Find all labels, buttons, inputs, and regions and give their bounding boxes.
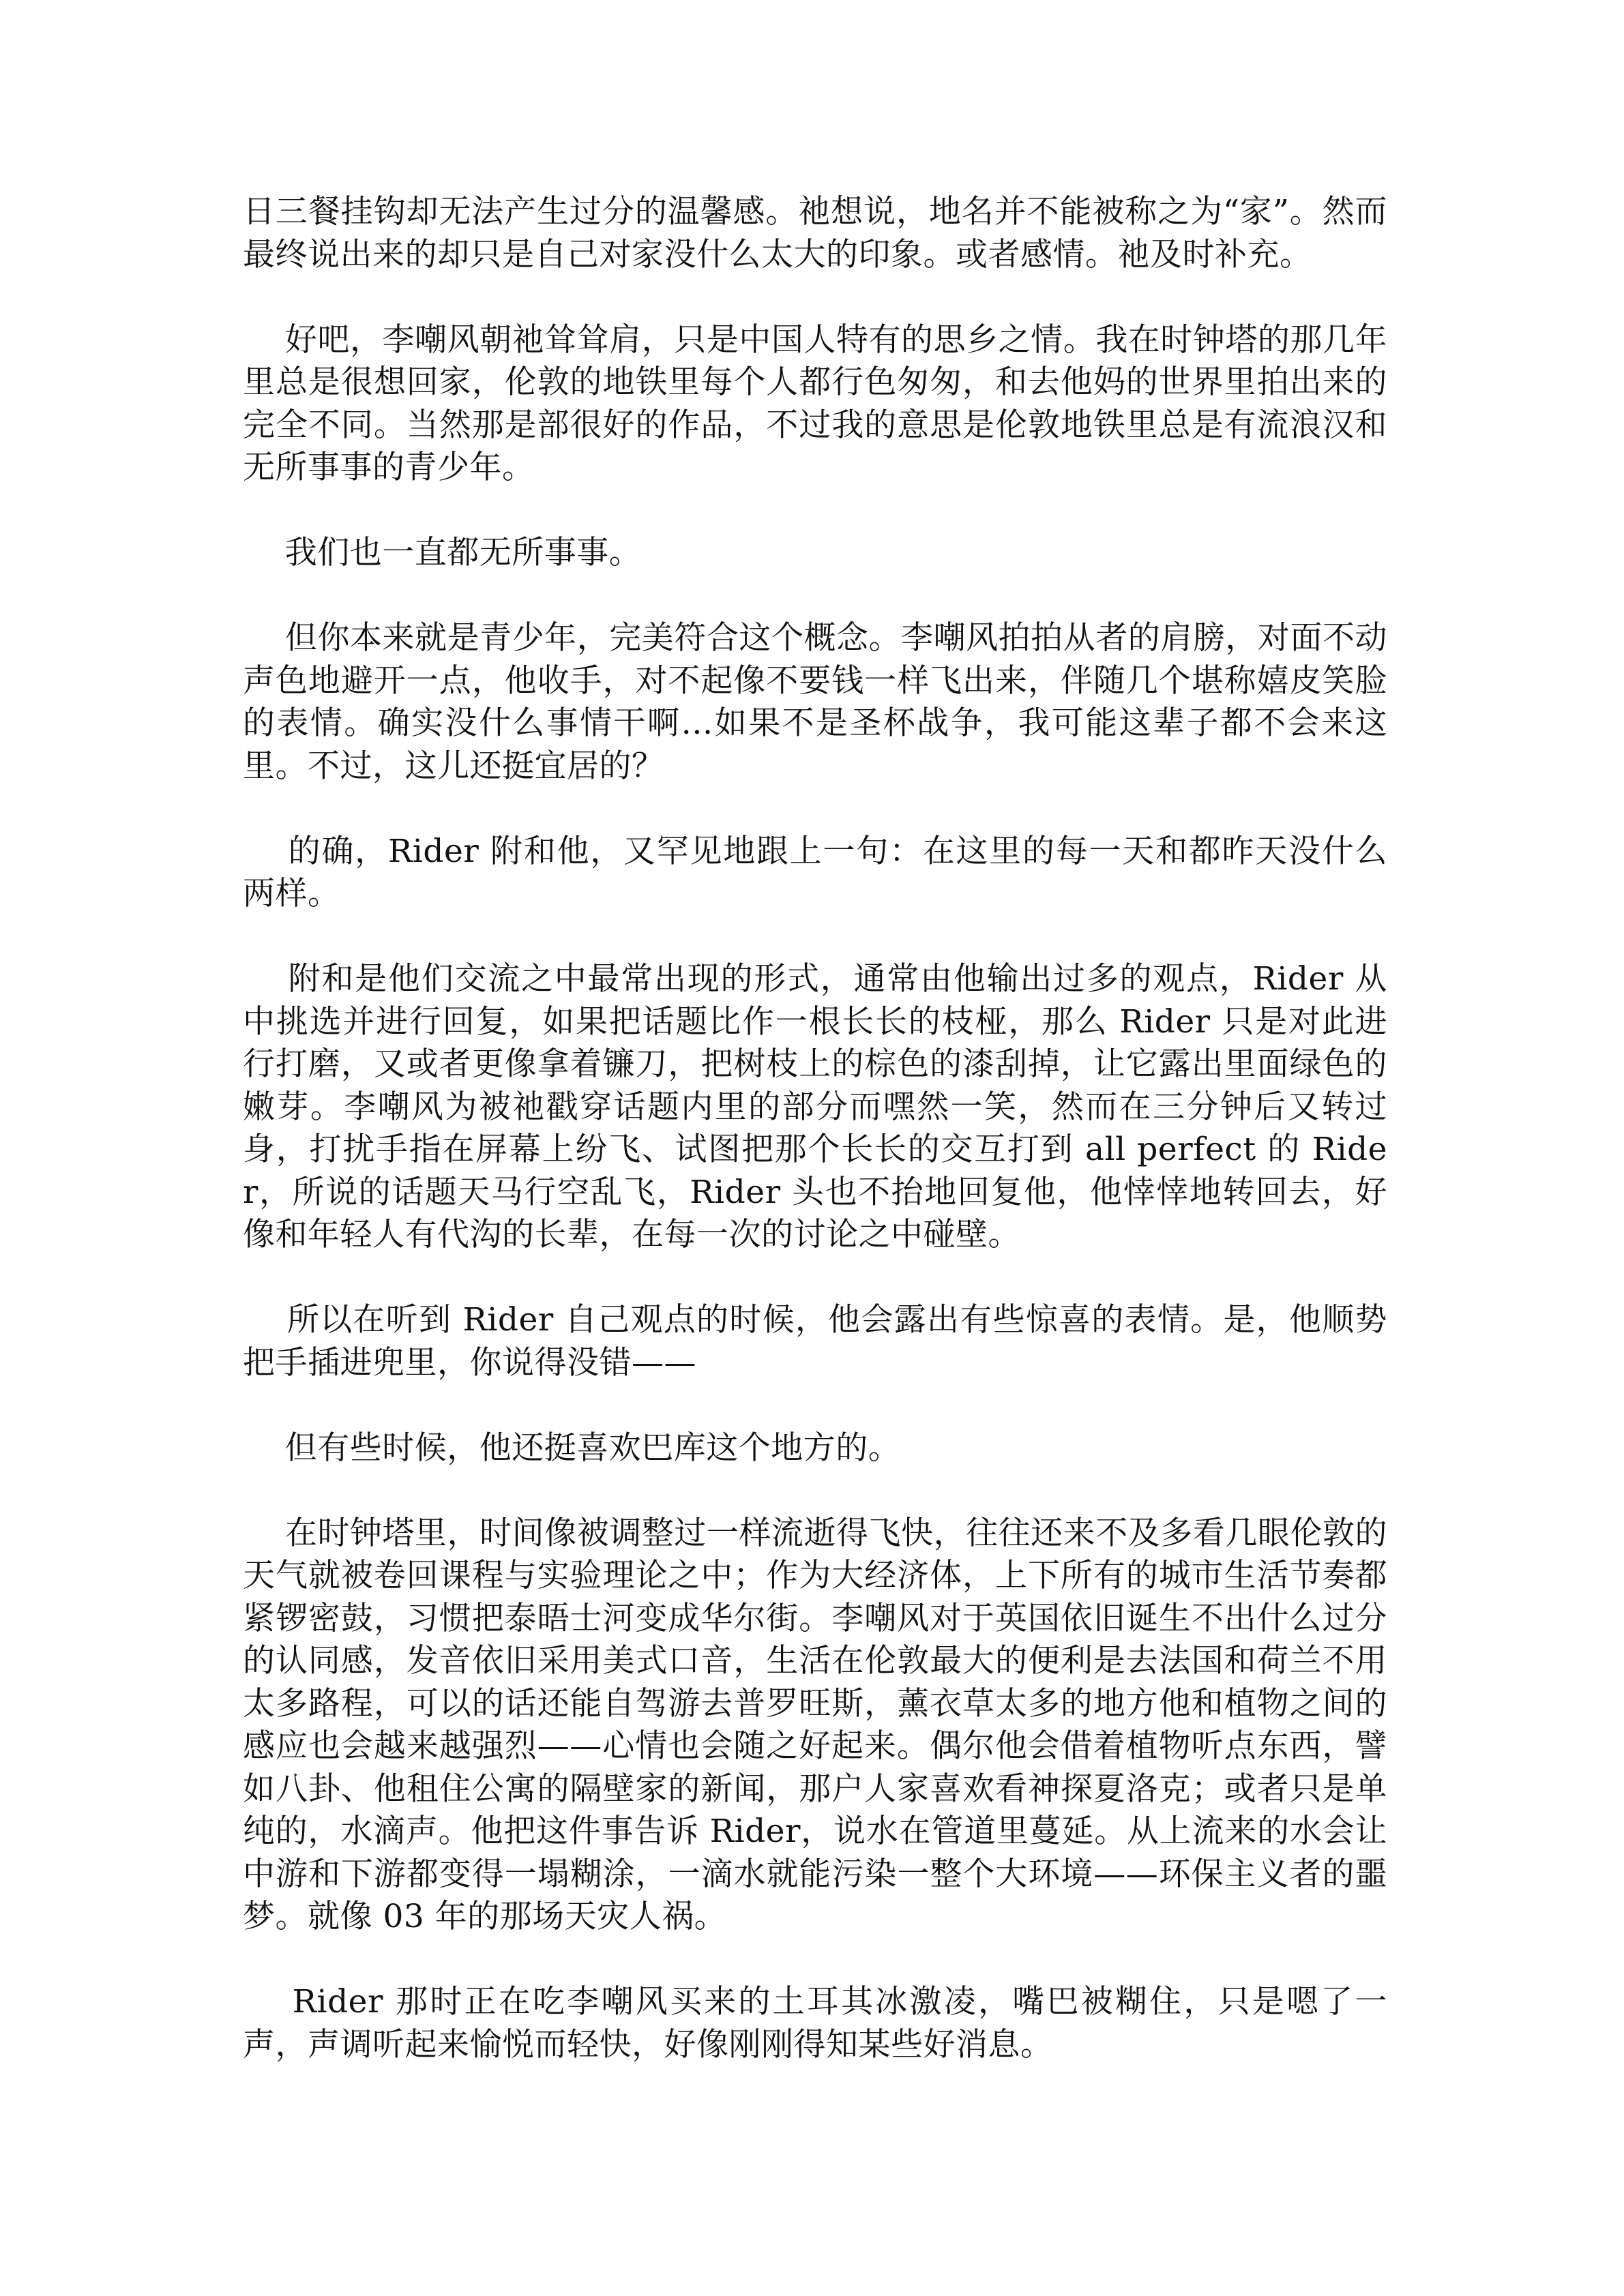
paragraph-6: 附和是他们交流之中最常出现的形式，通常由他输出过多的观点，Rider 从中挑选并进行回复，如果把话题比作一根长长的枝桠，那么 Rider 只是对此进行打磨，又或者更像拿着镰刀，把树枝上的棕色的漆刮掉，让它露出里面绿色的嫩芽。李嘲风为被祂戳穿话题内里的部分而嘿然一笑，然而在三分钟后又转过身，打扰手指在屏幕上纷飞、试图把那个长长的交互打到 all perfect 的 Rider，所说的话题天马行空乱飞，Rider 头也不抬地回复他，他悻悻地转回去，好像和年轻人有代沟的长辈，在每一次的讨论之中碰壁。 [243, 960, 1387, 1253]
paragraph-5: 的确，Rider 附和他，又罕见地跟上一句：在这里的每一天和都昨天没什么两样。 [243, 832, 1387, 912]
paragraph-10: Rider 那时正在吃李嘲风买来的土耳其冰激凌，嘴巴被糊住，只是嗯了一声，声调听起来愉悦而轻快，好像刚刚得知某些好消息。 [243, 1983, 1387, 2063]
paragraph-9: 在时钟塔里，时间像被调整过一样流逝得飞快，往往还来不及多看几眼伦敦的天气就被卷回课程与实验理论之中；作为大经济体，上下所有的城市生活节奏都紧锣密鼓，习惯把泰晤士河变成华尔街。李嘲风对于英国依旧诞生不出什么过分的认同感，发音依旧采用美式口音，生活在伦敦最大的便利是去法国和荷兰不用太多路程，可以的话还能自驾游去普罗旺斯，薰衣草太多的地方他和植物之间的感应也会越来越强烈——心情也会随之好起来。偶尔他会借着植物听点东西，譬如八卦、他租住公寓的隔壁家的新闻，那户人家喜欢看神探夏洛克；或者只是单纯的，水滴声。他把这件事告诉 Rider，说水在管道里蔓延。从上流来的水会让中游和下游都变得一塌糊涂，一滴水就能污染一整个大环境——环保主义者的噩梦。就像 03 年的那场天灾人祸。 [243, 1514, 1388, 1935]
paragraph-2: 好吧，李嘲风朝祂耸耸肩，只是中国人特有的思乡之情。我在时钟塔的那几年里总是很想回家，伦敦的地铁里每个人都行色匆匆，和去他妈的世界里拍出来的完全不同。当然那是部很好的作品，不过我的意思是伦敦地铁里总是有流浪汉和无所事事的青少年。 [243, 320, 1388, 486]
paragraph-8: 但有些时候，他还挺喜欢巴库这个地方的。 [243, 1429, 901, 1467]
paragraph-4: 但你本来就是青少年，完美符合这个概念。李嘲风拍拍从者的肩膀，对面不动声色地避开一点，他收手，对不起像不要钱一样飞出来，伴随几个堪称嬉皮笑脸的表情。确实没什么事情干啊…如果不是圣杯战争，我可能这辈子都不会来这里。不过，这儿还挺宜居的？ [243, 619, 1388, 785]
document-page [243, 191, 1387, 2109]
paragraph-1: 日三餐挂钩却无法产生过分的温馨感。祂想说，地名并不能被称之为“家”。然而最终说出来的却只是自己对家没什么太大的印象。或者感情。祂及时补充。 [243, 193, 1387, 273]
paragraph-7: 所以在听到 Rider 自己观点的时候，他会露出有些惊喜的表情。是，他顺势把手插进兜里，你说得没错—— [243, 1301, 1387, 1382]
paragraph-3: 我们也一直都无所事事。 [243, 534, 642, 571]
